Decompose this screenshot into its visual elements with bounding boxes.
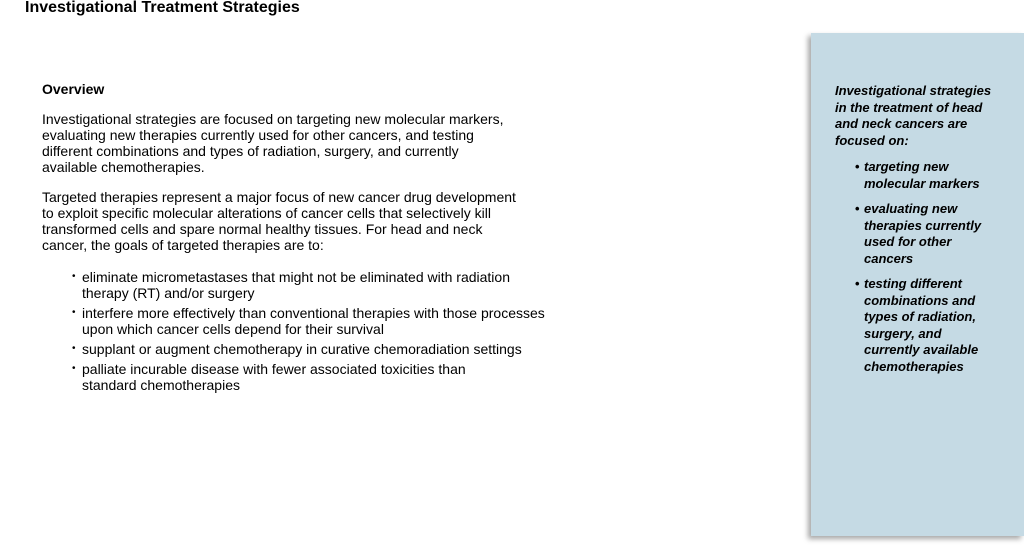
callout-panel — [811, 33, 1024, 536]
goal-text: eliminate micrometastases that might not be eliminated with radiation therapy (RT) and/or surgery — [82, 269, 510, 301]
goal-item — [72, 269, 582, 301]
callout-list — [855, 159, 1015, 384]
bullet-icon: • — [72, 271, 76, 282]
bullet-icon: • — [855, 201, 860, 216]
page-title: Investigational Treatment Strategies — [25, 0, 300, 16]
goal-text: palliate incurable disease with fewer associated toxicities than standard chemotherapies — [82, 361, 466, 393]
goals-list — [42, 269, 582, 393]
overview-paragraph: Investigational strategies are focused on targeting new molecular markers, evaluating new therapies currently used for other cancers, and testing different combinations and types of radiation, surgery, and currently available chemotherapies. — [42, 111, 504, 175]
bullet-icon: • — [855, 276, 860, 291]
callout-item-text: evaluating new therapies currently used for other cancers — [864, 201, 982, 266]
goal-item — [72, 341, 582, 357]
callout-intro: Investigational strategies in the treatment of head and neck cancers are focused on: — [835, 83, 992, 148]
callout-item-text: targeting new molecular markers — [864, 159, 980, 191]
bullet-icon: • — [72, 343, 76, 354]
overview-heading: Overview — [42, 81, 105, 97]
callout-item-text: testing different combinations and types of radiation, surgery, and currently available chemotherapies — [864, 276, 979, 374]
bullet-icon: • — [72, 307, 76, 318]
callout-item — [855, 159, 1015, 192]
main-content — [42, 81, 582, 397]
goal-text: supplant or augment chemotherapy in curative chemoradiation settings — [82, 341, 522, 357]
bullet-icon: • — [72, 363, 76, 374]
callout-item — [855, 201, 1015, 267]
targeted-therapies-paragraph: Targeted therapies represent a major focus of new cancer drug development to exploit specific molecular alterations of cancer cells that selectively kill transformed cells and spare normal healthy tissues. For head and neck cancer, the goals of targeted therapies are to: — [42, 189, 516, 253]
bullet-icon: • — [855, 159, 860, 174]
callout-item — [855, 276, 1015, 375]
goal-text: interfere more effectively than conventional therapies with those processes upon which cancer cells depend for their survival — [82, 305, 545, 337]
goal-item — [72, 305, 582, 337]
goal-item — [72, 361, 582, 393]
